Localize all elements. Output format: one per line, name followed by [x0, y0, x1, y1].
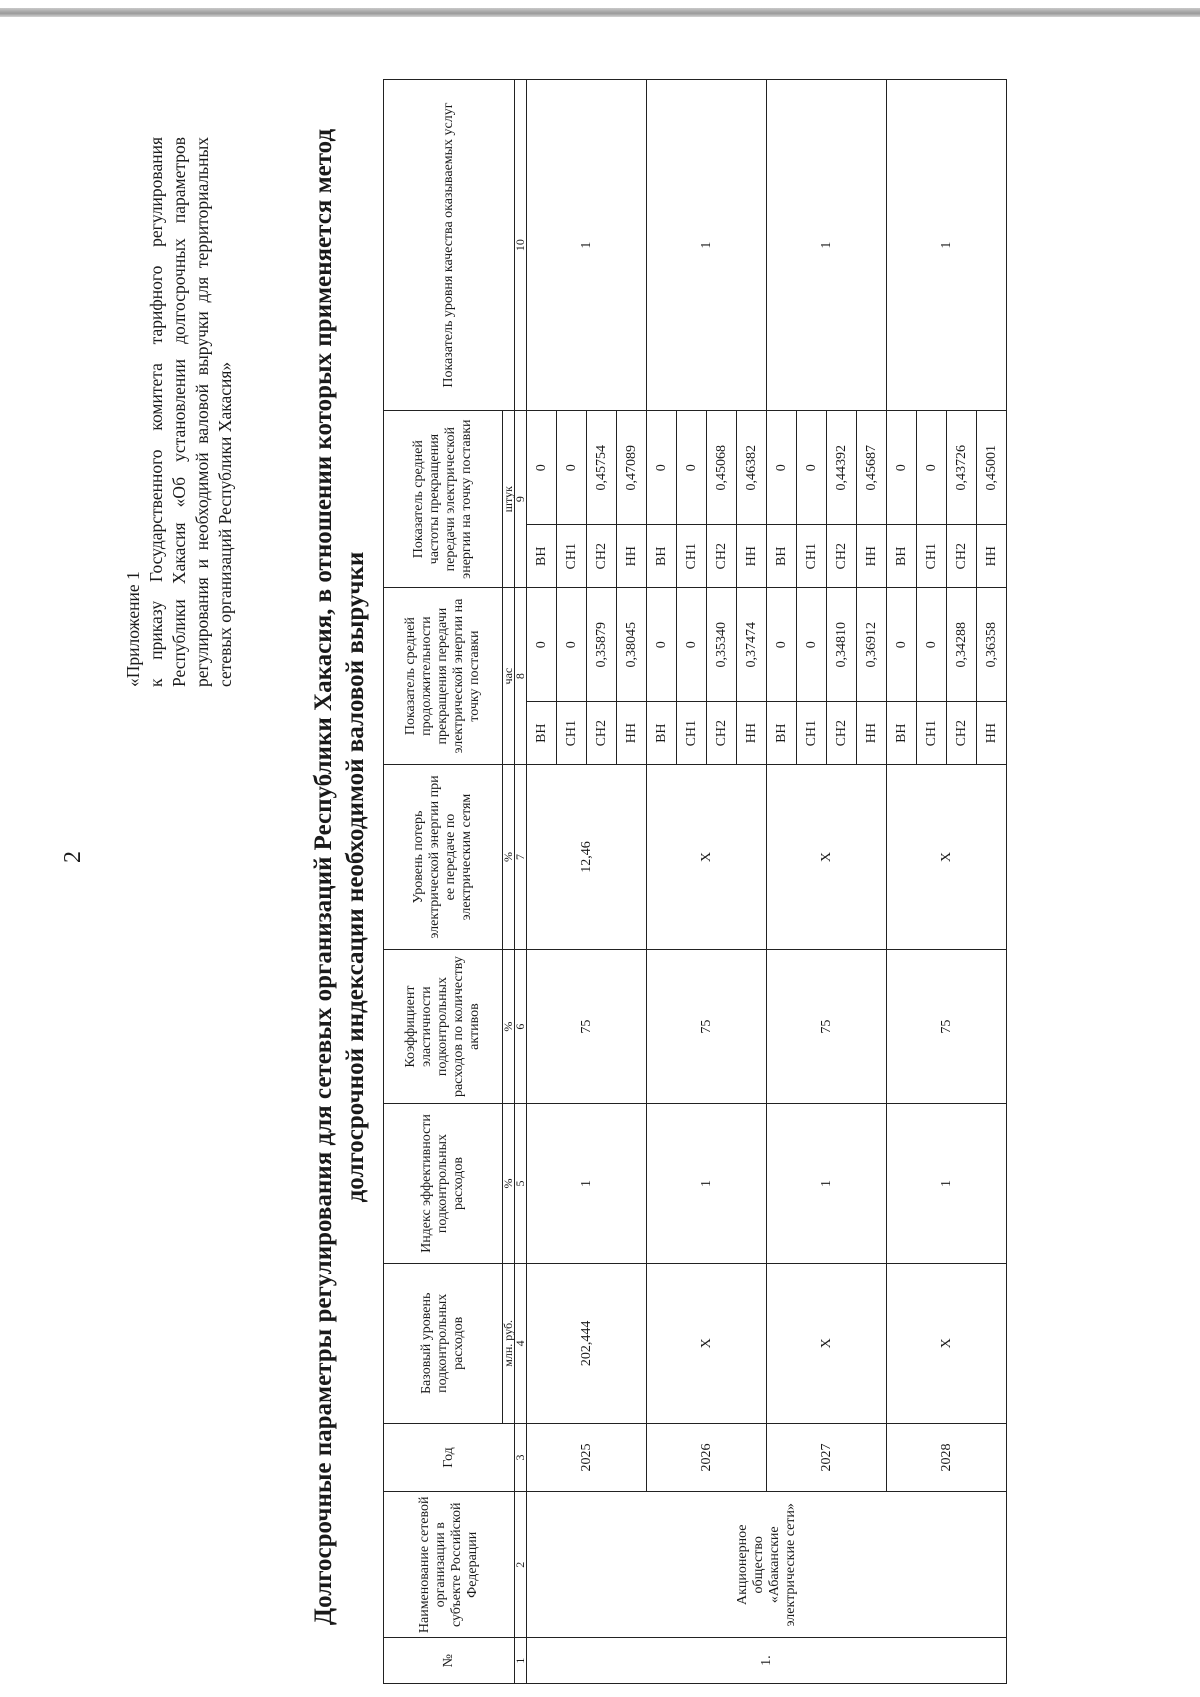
duration-value: 0: [557, 588, 587, 702]
organization-name: Акционерное общество «Абаканские электрические сети»: [527, 1492, 1007, 1638]
duration-value: 0,38045: [617, 588, 647, 702]
frequency-value: 0,45754: [587, 411, 617, 525]
duration-value: 0: [647, 588, 677, 702]
duration-voltage-level: СН2: [587, 702, 617, 765]
annex-line: «Приложение 1: [123, 571, 143, 687]
year-cell: 2025: [527, 1423, 647, 1491]
frequency-voltage-level: СН1: [557, 525, 587, 588]
losses-cell: Х: [767, 765, 887, 950]
duration-value: 0,37474: [737, 588, 767, 702]
year-cell: 2027: [767, 1423, 887, 1491]
elasticity-cell: 75: [887, 950, 1007, 1104]
frequency-voltage-level: СН1: [797, 525, 827, 588]
quality-cell: 1: [887, 80, 1007, 411]
duration-voltage-level: ВН: [527, 702, 557, 765]
col-number: 2: [515, 1492, 527, 1638]
col-number: 8: [515, 588, 527, 765]
frequency-voltage-level: СН1: [917, 525, 947, 588]
duration-voltage-level: НН: [737, 702, 767, 765]
frequency-value: 0: [767, 411, 797, 525]
duration-value: 0,36912: [857, 588, 887, 702]
header-num: №: [384, 1638, 515, 1684]
col-number: 10: [515, 80, 527, 411]
frequency-value: 0,47089: [617, 411, 647, 525]
frequency-value: 0,43726: [947, 411, 977, 525]
quality-cell: 1: [527, 80, 647, 411]
frequency-value: 0,45687: [857, 411, 887, 525]
header-efficiency: Индекс эффективности подконтрольных расходов: [384, 1104, 503, 1264]
frequency-value: 0,45001: [977, 411, 1007, 525]
duration-voltage-level: СН1: [677, 702, 707, 765]
duration-voltage-level: НН: [857, 702, 887, 765]
col-number: 1: [515, 1638, 527, 1684]
frequency-value: 0: [917, 411, 947, 525]
duration-value: 0: [917, 588, 947, 702]
unit-losses: %: [503, 765, 515, 950]
losses-cell: 12,46: [527, 765, 647, 950]
header-losses: Уровень потерь электрической энергии при ее передаче по электрическим сетям: [384, 765, 503, 950]
col-number: 6: [515, 950, 527, 1104]
row-number: 1.: [527, 1638, 1007, 1684]
frequency-voltage-level: НН: [617, 525, 647, 588]
unit-efficiency: %: [503, 1104, 515, 1264]
unit-frequency: штук: [503, 411, 515, 588]
base-level-cell: Х: [887, 1263, 1007, 1423]
losses-cell: Х: [647, 765, 767, 950]
duration-voltage-level: СН2: [947, 702, 977, 765]
table-body: [384, 80, 1007, 1684]
duration-voltage-level: СН1: [797, 702, 827, 765]
col-number: 5: [515, 1104, 527, 1264]
duration-voltage-level: СН1: [917, 702, 947, 765]
header-base-level: Базовый уровень подконтрольных расходов: [384, 1263, 503, 1423]
header-quality: Показатель уровня качества оказываемых услуг: [384, 80, 515, 411]
losses-cell: Х: [887, 765, 1007, 950]
duration-value: 0: [677, 588, 707, 702]
frequency-voltage-level: ВН: [647, 525, 677, 588]
parameters-table: [383, 79, 1007, 1684]
duration-voltage-level: НН: [617, 702, 647, 765]
table-row: [647, 80, 677, 1684]
duration-voltage-level: СН2: [707, 702, 737, 765]
table-row: [527, 80, 557, 1684]
frequency-voltage-level: ВН: [527, 525, 557, 588]
header-elasticity: Коэффициент эластичности подконтрольных расходов по количеству активов: [384, 950, 503, 1104]
duration-value: 0: [527, 588, 557, 702]
unit-duration: час: [503, 588, 515, 765]
duration-value: 0,35340: [707, 588, 737, 702]
table-row: [887, 80, 917, 1684]
frequency-voltage-level: ВН: [887, 525, 917, 588]
duration-voltage-level: ВН: [767, 702, 797, 765]
frequency-voltage-level: СН2: [707, 525, 737, 588]
duration-voltage-level: СН2: [827, 702, 857, 765]
unit-elasticity: %: [503, 950, 515, 1104]
frequency-voltage-level: СН2: [827, 525, 857, 588]
duration-value: 0,36358: [977, 588, 1007, 702]
frequency-value: 0: [677, 411, 707, 525]
base-level-cell: 202,444: [527, 1263, 647, 1423]
column-numbers-row: [515, 80, 527, 1684]
frequency-voltage-level: НН: [857, 525, 887, 588]
frequency-voltage-level: СН2: [587, 525, 617, 588]
frequency-value: 0: [797, 411, 827, 525]
frequency-voltage-level: НН: [977, 525, 1007, 588]
elasticity-cell: 75: [767, 950, 887, 1104]
table-row: [767, 80, 797, 1684]
elasticity-cell: 75: [527, 950, 647, 1104]
duration-value: 0: [887, 588, 917, 702]
frequency-value: 0: [647, 411, 677, 525]
duration-value: 0,35879: [587, 588, 617, 702]
duration-voltage-level: НН: [977, 702, 1007, 765]
quality-cell: 1: [647, 80, 767, 411]
frequency-voltage-level: ВН: [767, 525, 797, 588]
frequency-value: 0: [887, 411, 917, 525]
base-level-cell: Х: [767, 1263, 887, 1423]
efficiency-cell: 1: [527, 1104, 647, 1264]
header-row: [384, 80, 503, 1684]
duration-voltage-level: СН1: [557, 702, 587, 765]
duration-value: 0,34288: [947, 588, 977, 702]
header-duration: Показатель средней продолжительности прекращения передачи электрической энергии на точку поставки: [384, 588, 503, 765]
header-org: Наименование сетевой организации в субъекте Российской Федерации: [384, 1492, 515, 1638]
duration-voltage-level: ВН: [887, 702, 917, 765]
efficiency-cell: 1: [647, 1104, 767, 1264]
frequency-value: 0,46382: [737, 411, 767, 525]
frequency-value: 0: [557, 411, 587, 525]
document-title: Долгосрочные параметры регулирования для сетевых организаций Республики Хакасия, в отношении которых применяется метод долгосрочной индексации необходимой валовой выручки: [310, 128, 369, 1626]
page-number: 2: [60, 851, 86, 863]
annex-reference: [122, 137, 237, 687]
base-level-cell: Х: [647, 1263, 767, 1423]
col-number: 7: [515, 765, 527, 950]
duration-value: 0,34810: [827, 588, 857, 702]
elasticity-cell: 75: [647, 950, 767, 1104]
col-number: 9: [515, 411, 527, 588]
col-number: 4: [515, 1263, 527, 1423]
frequency-voltage-level: СН2: [947, 525, 977, 588]
frequency-value: 0,44392: [827, 411, 857, 525]
duration-value: 0: [797, 588, 827, 702]
frequency-voltage-level: НН: [737, 525, 767, 588]
header-year: Год: [384, 1423, 515, 1491]
duration-value: 0: [767, 588, 797, 702]
unit-base-level: млн. руб.: [503, 1263, 515, 1423]
annex-line: к приказу Государственного комитета тарифного регулирования Республики Хакасия «Об установлении долгосрочных параметров регулирования и необходимой валовой выручки для территориальных сетевых организаций Республики Хакасия»: [146, 137, 235, 687]
quality-cell: 1: [767, 80, 887, 411]
year-cell: 2026: [647, 1423, 767, 1491]
efficiency-cell: 1: [887, 1104, 1007, 1264]
header-frequency: Показатель средней частоты прекращения передачи электрической энергии на точку поставки: [384, 411, 503, 588]
frequency-value: 0: [527, 411, 557, 525]
year-cell: 2028: [887, 1423, 1007, 1491]
duration-voltage-level: ВН: [647, 702, 677, 765]
frequency-voltage-level: СН1: [677, 525, 707, 588]
col-number: 3: [515, 1423, 527, 1491]
frequency-value: 0,45068: [707, 411, 737, 525]
efficiency-cell: 1: [767, 1104, 887, 1264]
